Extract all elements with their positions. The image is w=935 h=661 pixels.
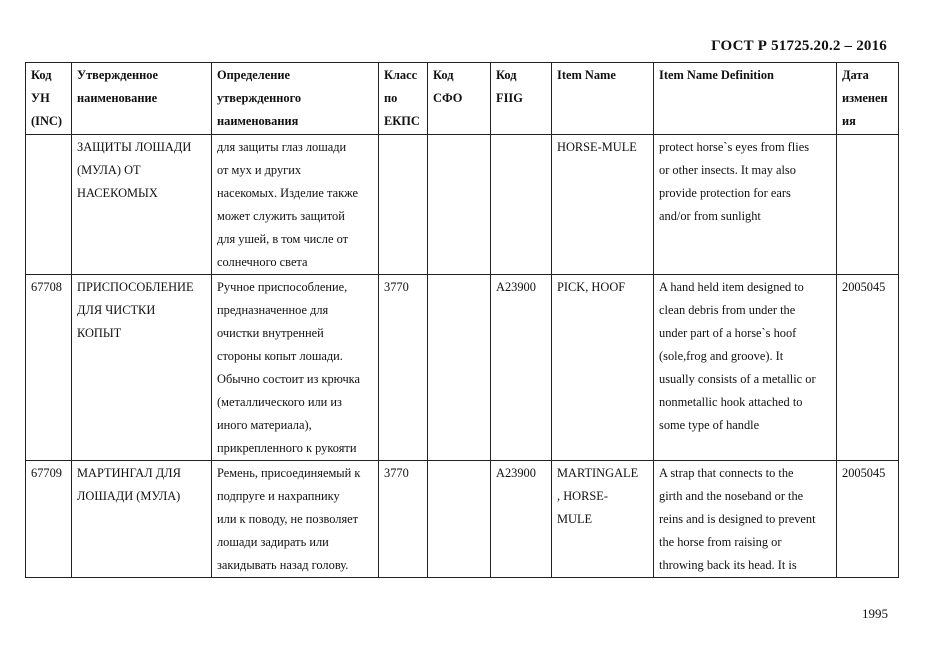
cell-inc: 67709 (26, 461, 72, 578)
cell-approved-name: ЗАЩИТЫ ЛОШАДИ (МУЛА) ОТ НАСЕКОМЫХ (72, 135, 212, 275)
header-change-date: Дата изменен ия (837, 63, 899, 135)
cell-inc (26, 135, 72, 275)
header-name-definition: Определение утвержденного наименования (212, 63, 379, 135)
cell-fiig: A23900 (491, 461, 552, 578)
cell-sfo (428, 461, 491, 578)
cell-ekps (379, 135, 428, 275)
header-item-name-definition: Item Name Definition (654, 63, 837, 135)
header-ekps-class: Класс по ЕКПС (379, 63, 428, 135)
cell-sfo (428, 275, 491, 461)
cell-inc: 67708 (26, 275, 72, 461)
cell-item-name: HORSE-MULE (552, 135, 654, 275)
cell-approved-name: ПРИСПОСОБЛЕНИЕ ДЛЯ ЧИСТКИ КОПЫТ (72, 275, 212, 461)
table-row (26, 135, 899, 275)
classifier-table (25, 62, 899, 578)
cell-ekps: 3770 (379, 461, 428, 578)
header-inc-code: Код УН (INC) (26, 63, 72, 135)
cell-item-definition: A strap that connects to the girth and the noseband or the reins and is designed to prevent the horse from raising or throwing back its head. It is (654, 461, 837, 578)
cell-definition: Ремень, присоединяемый к подпруге и нахрапнику или к поводу, не позволяет лошади задирать или закидывать назад голову. (212, 461, 379, 578)
cell-date (837, 135, 899, 275)
cell-item-definition: protect horse`s eyes from flies or other insects. It may also provide protection for ears and/or from sunlight (654, 135, 837, 275)
cell-definition: для защиты глаз лошади от мух и других насекомых. Изделие также может служить защитой для ушей, в том числе от солнечного света (212, 135, 379, 275)
cell-item-name: MARTINGALE , HORSE- MULE (552, 461, 654, 578)
table-row (26, 275, 899, 461)
page-number: 1995 (862, 606, 888, 621)
cell-sfo (428, 135, 491, 275)
cell-item-name: PICK, HOOF (552, 275, 654, 461)
header-item-name: Item Name (552, 63, 654, 135)
cell-fiig: A23900 (491, 275, 552, 461)
header-fiig-code: Код FIIG (491, 63, 552, 135)
cell-definition: Ручное приспособление, предназначенное для очистки внутренней стороны копыт лошади. Обычно состоит из крючка (металлического или из иного материала), прикрепленного к рукояти (212, 275, 379, 461)
cell-date: 2005045 (837, 275, 899, 461)
header-sfo-code: Код СФО (428, 63, 491, 135)
header-approved-name: Утвержденное наименование (72, 63, 212, 135)
cell-approved-name: МАРТИНГАЛ ДЛЯ ЛОШАДИ (МУЛА) (72, 461, 212, 578)
cell-ekps: 3770 (379, 275, 428, 461)
standard-title: ГОСТ Р 51725.20.2 – 2016 (711, 38, 887, 54)
cell-date: 2005045 (837, 461, 899, 578)
cell-item-definition: A hand held item designed to clean debris from under the under part of a horse`s hoof (sole,frog and groove). It usually consists of a metallic or nonmetallic hook attached to some type of handle (654, 275, 837, 461)
table-row (26, 461, 899, 578)
cell-fiig (491, 135, 552, 275)
table-header-row (26, 63, 899, 135)
